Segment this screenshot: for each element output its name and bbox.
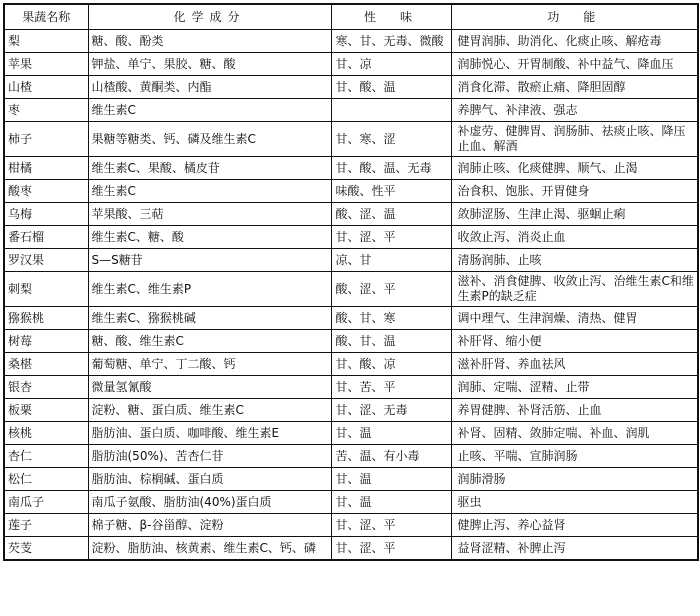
cell-function: 调中理气、生津润燥、清热、健胃 — [451, 307, 698, 330]
table-row — [4, 122, 698, 157]
header-chemical: 化学成分 — [88, 4, 331, 30]
cell-name: 板栗 — [4, 399, 88, 422]
table-row — [4, 468, 698, 491]
table-row — [4, 249, 698, 272]
cell-nature: 甘、酸、温、无毒 — [331, 157, 451, 180]
cell-name: 柑橘 — [4, 157, 88, 180]
cell-nature: 味酸、性平 — [331, 180, 451, 203]
table-row — [4, 330, 698, 353]
cell-nature: 甘、涩、无毒 — [331, 399, 451, 422]
cell-name: 枣 — [4, 99, 88, 122]
cell-name: 银杏 — [4, 376, 88, 399]
cell-name: 核桃 — [4, 422, 88, 445]
table-row — [4, 30, 698, 53]
cell-function: 收敛止泻、消炎止血 — [451, 226, 698, 249]
cell-name: 刺梨 — [4, 272, 88, 307]
cell-name: 酸枣 — [4, 180, 88, 203]
table-row — [4, 376, 698, 399]
cell-nature: 甘、苦、平 — [331, 376, 451, 399]
cell-nature: 甘、寒、涩 — [331, 122, 451, 157]
cell-nature — [331, 99, 451, 122]
table-row — [4, 537, 698, 561]
table-row — [4, 422, 698, 445]
table-row — [4, 399, 698, 422]
cell-name: 梨 — [4, 30, 88, 53]
cell-chemical: 山楂酸、黄酮类、内酯 — [88, 76, 331, 99]
cell-function: 滋补肝肾、养血祛风 — [451, 353, 698, 376]
cell-chemical: 糖、酸、酚类 — [88, 30, 331, 53]
cell-name: 南瓜子 — [4, 491, 88, 514]
cell-nature: 酸、涩、温 — [331, 203, 451, 226]
cell-chemical: 钾盐、单宁、果胶、糖、酸 — [88, 53, 331, 76]
cell-function: 补肝肾、缩小便 — [451, 330, 698, 353]
cell-nature: 凉、甘 — [331, 249, 451, 272]
cell-nature: 酸、甘、温 — [331, 330, 451, 353]
cell-nature: 甘、温 — [331, 491, 451, 514]
table-row — [4, 445, 698, 468]
cell-chemical: 维生素C、维生素P — [88, 272, 331, 307]
cell-nature: 甘、酸、凉 — [331, 353, 451, 376]
cell-name: 苹果 — [4, 53, 88, 76]
table-row — [4, 180, 698, 203]
cell-function: 健脾止泻、养心益肾 — [451, 514, 698, 537]
cell-nature: 酸、甘、寒 — [331, 307, 451, 330]
cell-name: 芡芰 — [4, 537, 88, 561]
cell-name: 山楂 — [4, 76, 88, 99]
cell-name: 桑椹 — [4, 353, 88, 376]
cell-nature: 寒、甘、无毒、微酸 — [331, 30, 451, 53]
cell-function: 补虚劳、健脾胃、润肠肺、祛痰止咳、降压止血、解酒 — [451, 122, 698, 157]
table-row — [4, 226, 698, 249]
table-row — [4, 272, 698, 307]
cell-chemical: 棉子糖、β-谷甾醇、淀粉 — [88, 514, 331, 537]
table-row — [4, 53, 698, 76]
table-row — [4, 157, 698, 180]
cell-function: 治食积、饱胀、开胃健身 — [451, 180, 698, 203]
cell-chemical: 苹果酸、三萜 — [88, 203, 331, 226]
header-function: 功 能 — [451, 4, 698, 30]
table-wrapper — [3, 3, 699, 561]
cell-chemical: 维生素C、猕猴桃碱 — [88, 307, 331, 330]
cell-nature: 甘、涩、平 — [331, 226, 451, 249]
cell-chemical: S—S糖苷 — [88, 249, 331, 272]
cell-name: 莲子 — [4, 514, 88, 537]
cell-chemical: 微量氢氰酸 — [88, 376, 331, 399]
cell-function: 润肺悦心、开胃制酸、补中益气、降血压 — [451, 53, 698, 76]
table-row — [4, 491, 698, 514]
table-body — [4, 30, 698, 561]
cell-name: 罗汉果 — [4, 249, 88, 272]
cell-chemical: 淀粉、糖、蛋白质、维生素C — [88, 399, 331, 422]
cell-chemical: 糖、酸、维生素C — [88, 330, 331, 353]
cell-chemical: 脂肪油、棕榈碱、蛋白质 — [88, 468, 331, 491]
table-row — [4, 514, 698, 537]
cell-function: 益肾涩精、补脾止泻 — [451, 537, 698, 561]
cell-nature: 甘、涩、平 — [331, 514, 451, 537]
table-row — [4, 203, 698, 226]
cell-function: 补肾、固精、敛肺定喘、补血、润肌 — [451, 422, 698, 445]
cell-chemical: 南瓜子氨酸、脂肪油(40%)蛋白质 — [88, 491, 331, 514]
cell-name: 树莓 — [4, 330, 88, 353]
cell-chemical: 果糖等糖类、钙、磷及维生素C — [88, 122, 331, 157]
cell-function: 敛肺涩肠、生津止渴、驱蛔止痢 — [451, 203, 698, 226]
cell-chemical: 维生素C — [88, 99, 331, 122]
cell-name: 乌梅 — [4, 203, 88, 226]
cell-chemical: 葡萄糖、单宁、丁二酸、钙 — [88, 353, 331, 376]
cell-nature: 甘、温 — [331, 422, 451, 445]
cell-chemical: 淀粉、脂肪油、核黄素、维生素C、钙、磷 — [88, 537, 331, 561]
cell-chemical: 脂肪油(50%)、苦杏仁苷 — [88, 445, 331, 468]
cell-name: 杏仁 — [4, 445, 88, 468]
cell-nature: 甘、酸、温 — [331, 76, 451, 99]
cell-function: 健胃润肺、助消化、化痰止咳、解疮毒 — [451, 30, 698, 53]
cell-function: 润肺滑肠 — [451, 468, 698, 491]
cell-chemical: 维生素C、果酸、橘皮苷 — [88, 157, 331, 180]
cell-name: 猕猴桃 — [4, 307, 88, 330]
cell-nature: 苦、温、有小毒 — [331, 445, 451, 468]
cell-function: 养脾气、补津液、强志 — [451, 99, 698, 122]
cell-nature: 甘、涩、平 — [331, 537, 451, 561]
cell-function: 止咳、平喘、宣肺润肠 — [451, 445, 698, 468]
cell-function: 消食化滞、散瘀止痛、降胆固醇 — [451, 76, 698, 99]
cell-name: 松仁 — [4, 468, 88, 491]
cell-function: 润肺、定喘、涩精、止带 — [451, 376, 698, 399]
cell-nature: 甘、温 — [331, 468, 451, 491]
cell-name: 柿子 — [4, 122, 88, 157]
cell-function: 润肺止咳、化痰健脾、顺气、止渴 — [451, 157, 698, 180]
table-row — [4, 353, 698, 376]
header-row — [4, 4, 698, 30]
cell-chemical: 脂肪油、蛋白质、咖啡酸、维生素E — [88, 422, 331, 445]
table-row — [4, 307, 698, 330]
cell-function: 养胃健脾、补肾活筋、止血 — [451, 399, 698, 422]
header-nature: 性 味 — [331, 4, 451, 30]
cell-chemical: 维生素C — [88, 180, 331, 203]
cell-nature: 甘、凉 — [331, 53, 451, 76]
table-row — [4, 76, 698, 99]
cell-function: 滋补、消食健脾、收敛止泻、治维生素C和维生素P的缺乏症 — [451, 272, 698, 307]
table-row — [4, 99, 698, 122]
header-name: 果蔬名称 — [4, 4, 88, 30]
cell-function: 驱虫 — [451, 491, 698, 514]
cell-chemical: 维生素C、糖、酸 — [88, 226, 331, 249]
cell-function: 清肠润肺、止咳 — [451, 249, 698, 272]
cell-name: 番石榴 — [4, 226, 88, 249]
fruit-properties-table — [3, 3, 699, 561]
cell-nature: 酸、涩、平 — [331, 272, 451, 307]
